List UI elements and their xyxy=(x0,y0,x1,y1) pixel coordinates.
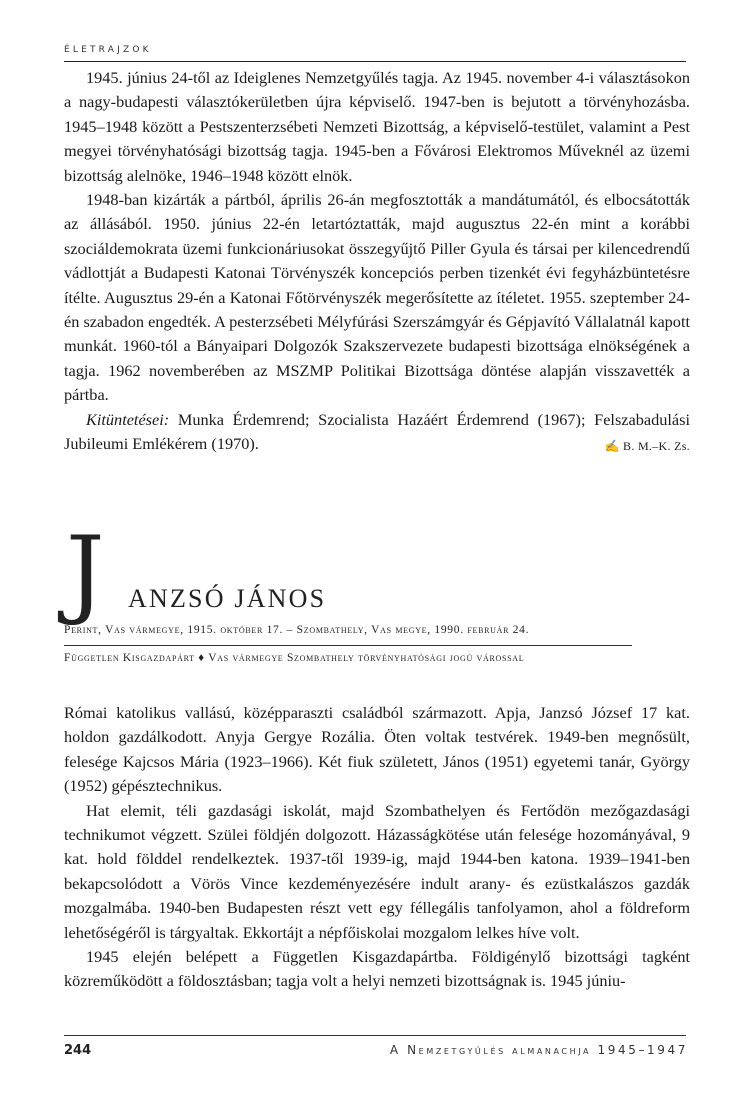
paragraph: 1945 elején belépett a Független Kisgazdapártba. Földigénylő bizottsági tagként közreműködött a földosztásban; tagja volt a helyi nemzeti bizottságnak is. 1945 júniu- xyxy=(64,947,690,991)
paragraph: 1945. június 24-től az Ideiglenes Nemzetgyűlés tagja. Az 1945. november 4-i választásokon a nagy-budapesti választókerületben újra képviselő. 1947-ben is bejutott a törvényhozásba. 1945–1948 között a Pestszenterzsébeti Nemzeti Bizottság, a képviselő-testület, valamint a Pest megyei törvényhatósági bizottság tagja. 1945-ben a Fővárosi Elektromos Műveknél az üzemi bizottság alelnöke, 1946–1948 között elnök. xyxy=(64,68,690,185)
writing-hand-icon: ✍ xyxy=(604,439,621,454)
paragraph: 1948-ban kizárták a pártból, április 26-án megfosztották a mandátumától, és elbocsátották az állásából. 1950. június 22-én letartóztatták, majd augusztus 22-én mint a korábbi szociáldemokrata üzemi funkcionáriusokat összegyűjtő Piller Gyula és társai per kilencedrendű vádlottját a Budapesti Katonai Törvényszék koncepciós perben tizenkét évi fegyházbüntetésre ítélte. Augusztus 29-én a Katonai Főtörvényszék megerősítette az ítéletet. 1955. szeptember 24-én szabadon engedték. A pesterzsébeti Mélyfúrási Szerszámgyár és Gépjavító Vállalatnál kapott munkát. 1960-tól a Bányaipari Dolgozók Szakszervezete budapesti bizottsága elnökségének a tagja. 1962 novemberében az MSZMP Politikai Bizottsága döntése alapján visszavették a pártba. xyxy=(64,190,690,405)
constituency: Vas vármegye Szombathely törvényhatósági jogú várossal xyxy=(208,652,525,664)
entry-body xyxy=(64,701,690,994)
party: Független Kisgazdapárt xyxy=(64,652,195,664)
birth-death-line: Perint, Vas vármegye, 1915. október 17. – Szombathely, Vas megye, 1990. február 24. xyxy=(64,624,530,636)
footer-rule xyxy=(64,1035,686,1036)
page-number: 244 xyxy=(64,1043,92,1058)
previous-entry-body xyxy=(64,66,690,459)
diamond-separator-icon: ♦ xyxy=(198,652,205,664)
entry-name: ANZSÓ JÁNOS xyxy=(128,584,327,613)
signature-text: B. M.–K. Zs. xyxy=(623,439,690,454)
paragraph: Római katolikus vallású, középparaszti családból származott. Apja, Janzsó József 17 kat. holdon gazdálkodott. Anyja Gergye Rozália. Öten voltak testvérek. 1949-ben megnősült, felesége Kajcsos Mária (1923–1966). Két fiuk született, János (1951) egyetemi tanár, György (1952) gépésztechnikus. xyxy=(64,703,690,796)
book-title: A Nemzetgyűlés almanachja 1945–1947 xyxy=(389,1043,688,1057)
header-rule xyxy=(64,61,686,62)
awards-text: Munka Érdemrend; Szocialista Hazáért Érdemrend (1967); Felszabadulási Jubileumi Emlékérem (1970). xyxy=(64,409,690,454)
paragraph: Hat elemit, téli gazdasági iskolát, majd Szombathelyen és Fertődön mezőgazdasági technikumot végzett. Szülei földjén dolgozott. Házasságkötése után felesége hozományával, 9 kat. hold földdel rendelkeztek. 1937-től 1939-ig, majd 1944-ben katona. 1939–1941-ben bekapcsolódott a Vörös Vince kezdeményezésére indult arany- és ezüstkalászos gazdák mozgalmába. 1940-ben Budapesten részt vett egy féllegális tanfolyamon, ahol a földreform lehetőségéről is tárgyaltak. Ekkortájt a népfőiskolai mozgalom lelkes híve volt. xyxy=(64,800,690,942)
author-signature xyxy=(583,434,690,458)
drop-cap: J xyxy=(66,516,105,628)
awards-paragraph xyxy=(64,408,690,457)
entry-title xyxy=(64,516,690,628)
running-head: ÉLETRAJZOK xyxy=(64,45,152,55)
meta-divider xyxy=(64,645,632,646)
awards-label: Kitüntetései: xyxy=(86,409,170,429)
party-constituency-line xyxy=(64,652,690,664)
